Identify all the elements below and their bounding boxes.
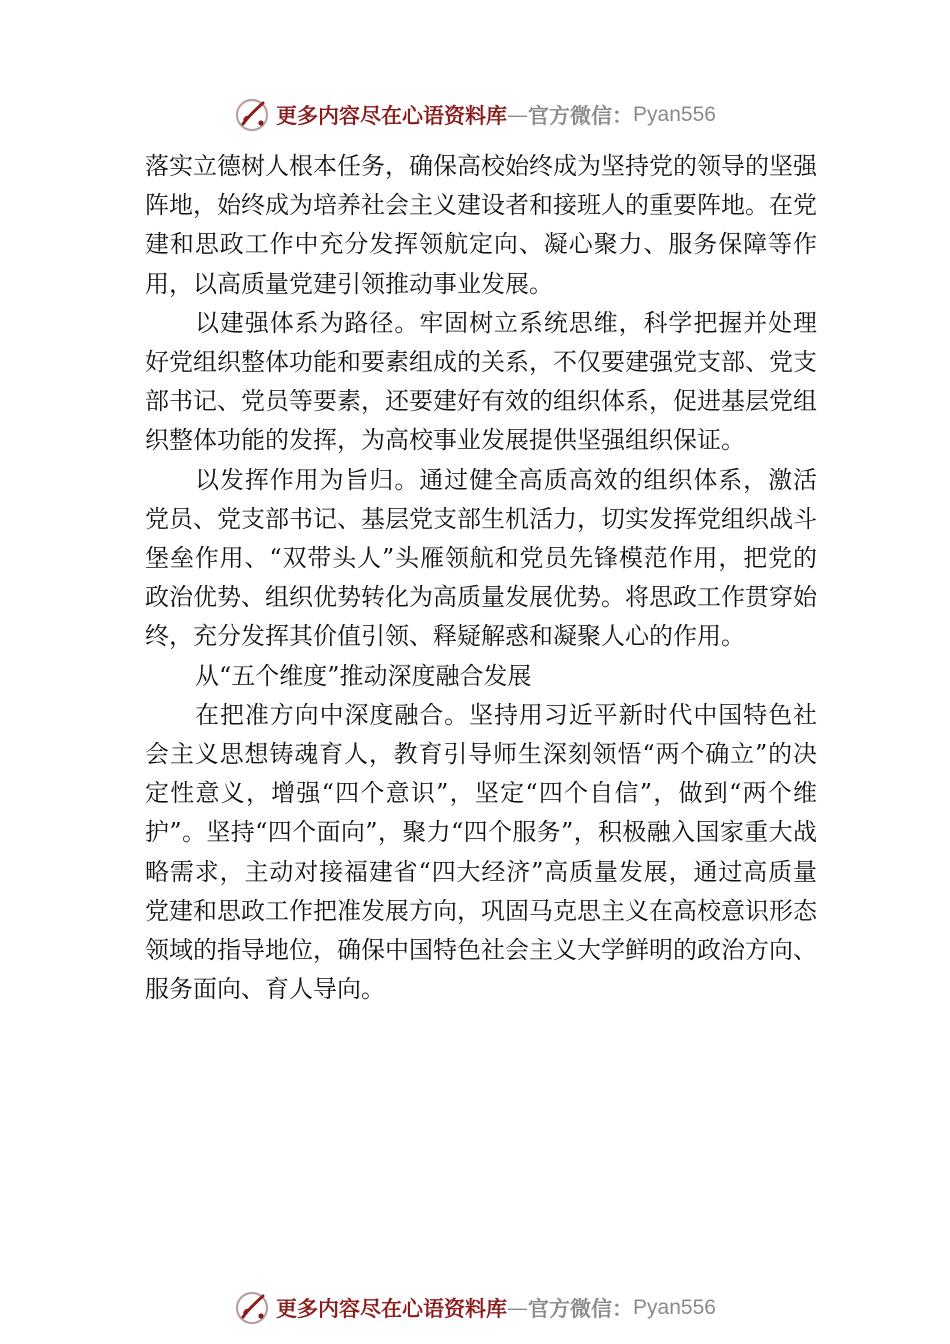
watermark-wechat-id: Pyan556	[633, 1296, 716, 1319]
watermark-group	[234, 1290, 716, 1326]
paragraph-4: 在把准方向中深度融合。坚持用习近平新时代中国特色社会主义思想铸魂育人，教育引导师生深刻领悟“两个确立”的决定性意义，增强“四个意识”，坚定“四个自信”，做到“两个维护”。坚持“四个面向”，聚力“四个服务”，积极融入国家重大战略需求，主动对接福建省“四大经济”高质量发展，通过高质量党建和思政工作把准发展方向，巩固马克思主义在高校意识形态领域的指导地位，确保中国特色社会主义大学鲜明的政治方向、服务面向、育人导向。	[145, 700, 817, 1004]
paragraph-3: 以发挥作用为旨归。通过健全高质高效的组织体系，激活党员、党支部书记、基层党支部生机活力，切实发挥党组织战斗堡垒作用、“双带头人”头雁领航和党员先锋模范作用，把党的政治优势、组织优势转化为高质量发展优势。将思政工作贯穿始终，充分发挥其价值引领、释疑解惑和凝聚人心的作用。	[145, 465, 817, 651]
watermark-wechat-label: 官方微信：	[528, 103, 634, 128]
section-heading: 从“五个维度”推动深度融合发展	[195, 661, 532, 690]
document-body	[145, 147, 817, 1009]
header-watermark-banner	[0, 95, 950, 135]
watermark-separator: —	[507, 103, 529, 127]
paragraph-1: 落实立德树人根本任务，确保高校始终成为坚持党的领导的坚强阵地，始终成为培养社会主义建设者和接班人的重要阵地。在党建和思政工作中充分发挥领航定向、凝心聚力、服务保障等作用，以高质量党建引领推动事业发展。	[145, 152, 817, 298]
watermark-wechat-id: Pyan556	[633, 103, 716, 126]
brush-pen-logo-icon	[234, 1290, 270, 1326]
watermark-brand-text: 更多内容尽在心语资料库	[276, 103, 508, 128]
paragraph-2: 以建强体系为路径。牢固树立系统思维，科学把握并处理好党组织整体功能和要素组成的关系，不仅要建强党支部、党支部书记、党员等要素，还要建好有效的组织体系，促进基层党组织整体功能的发挥，为高校事业发展提供坚强组织保证。	[145, 308, 817, 455]
watermark-separator: —	[507, 1296, 529, 1320]
brush-pen-logo-icon	[234, 97, 270, 133]
footer-watermark-banner	[0, 1288, 950, 1328]
watermark-wechat-label: 官方微信：	[528, 1296, 634, 1321]
watermark-group	[234, 97, 716, 133]
watermark-brand-text: 更多内容尽在心语资料库	[276, 1296, 508, 1321]
